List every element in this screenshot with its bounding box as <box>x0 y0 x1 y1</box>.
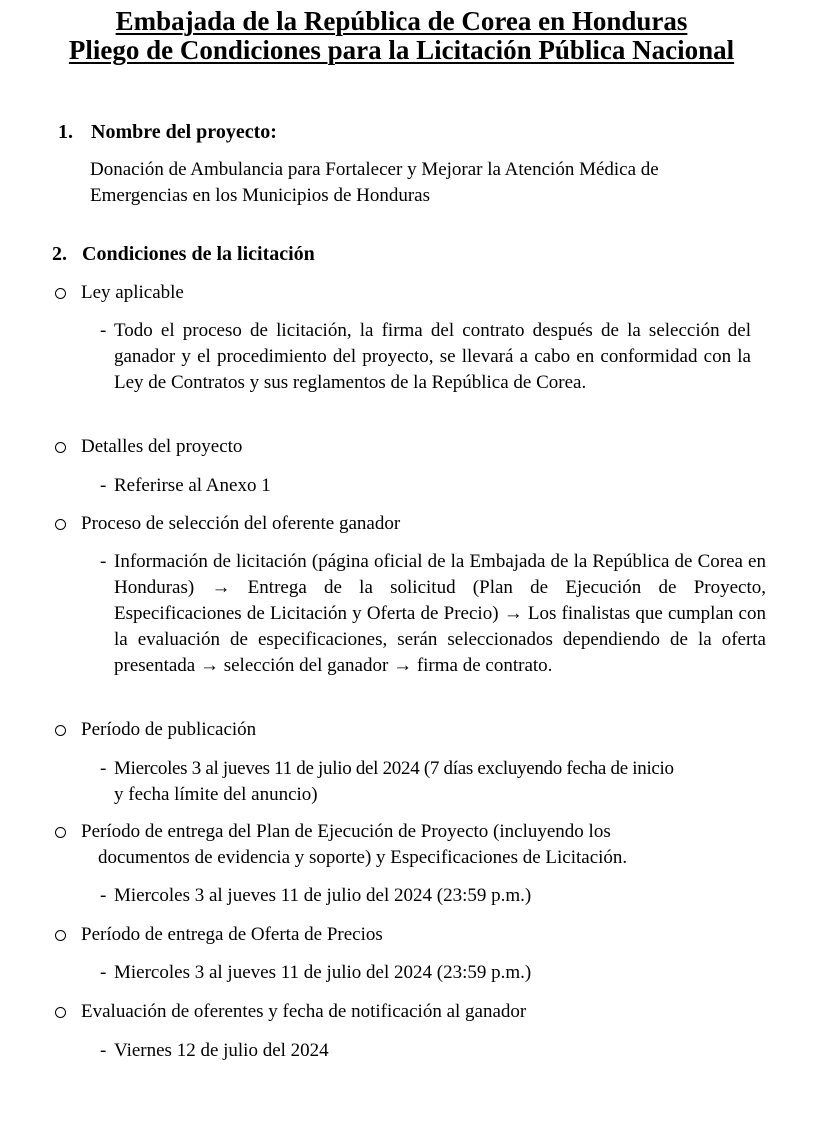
item-detail <box>100 1038 751 1064</box>
section-2-heading <box>52 242 315 266</box>
section-number: 2. <box>52 243 67 265</box>
item-detail <box>100 756 770 808</box>
detail-text-line-1: Miercoles 3 al jueves 11 de julio del 2024 (7 días excluyendo fecha de inicio <box>114 758 674 779</box>
circle-bullet-icon <box>55 725 66 736</box>
item-detail <box>100 318 751 428</box>
circle-bullet-icon <box>55 827 66 838</box>
item-label: Período de publicación <box>81 719 257 740</box>
item-label-line-1: Período de entrega del Plan de Ejecución de Proyecto (incluyendo los <box>81 821 611 842</box>
detail-text: Miercoles 3 al jueves 11 de julio del 2024 (23:59 p.m.) <box>114 962 532 983</box>
section-title: Condiciones de la licitación <box>82 243 315 265</box>
item-label-line-2: documentos de evidencia y soporte) y Especificaciones de Licitación. <box>98 847 628 868</box>
dash-bullet: - <box>100 551 107 572</box>
section-title: Nombre del proyecto: <box>91 121 277 143</box>
detail-text: Referirse al Anexo 1 <box>114 475 271 496</box>
item-label: Período de entrega de Oferta de Precios <box>81 924 383 945</box>
item-detail <box>100 549 766 709</box>
dash-bullet: - <box>100 320 107 341</box>
item-label: Evaluación de oferentes y fecha de notificación al ganador <box>81 1001 527 1022</box>
circle-bullet-icon <box>55 1007 66 1018</box>
dash-bullet: - <box>100 475 107 496</box>
document-subtitle: Pliego de Condiciones para la Licitación Pública Nacional <box>68 35 735 65</box>
project-name-line-1: Donación de Ambulancia para Fortalecer y Mejorar la Atención Médica de <box>90 159 659 180</box>
section-1-heading <box>58 120 277 144</box>
dash-bullet: - <box>100 962 107 983</box>
item-detail <box>100 883 751 909</box>
circle-bullet-icon <box>55 288 66 299</box>
circle-bullet-icon <box>55 930 66 941</box>
item-label: Ley aplicable <box>81 282 184 303</box>
dash-bullet: - <box>100 885 107 906</box>
section-number: 1. <box>58 121 73 143</box>
detail-text-line-2: y fecha límite del anuncio) <box>114 784 318 805</box>
dash-bullet: - <box>100 1040 107 1061</box>
detail-text: Viernes 12 de julio del 2024 <box>114 1040 329 1061</box>
item-detail <box>100 473 751 499</box>
circle-bullet-icon <box>55 442 66 453</box>
dash-bullet: - <box>100 758 107 779</box>
detail-text: Información de licitación (página oficial de la Embajada de la República de Corea en Honduras) → Entrega de la solicitud (Plan de Ejecución de Proyecto, Especificaciones de Licitación y Oferta de Precio) → Los finalistas que cumplan con la evaluación de especificaciones, serán seleccionados dependiendo de la oferta presentada → selección del ganador → firma de contrato. <box>114 551 766 676</box>
item-detail <box>100 960 751 986</box>
item-label: Proceso de selección del oferente ganador <box>81 513 401 534</box>
circle-bullet-icon <box>55 519 66 530</box>
project-name-line-2: Emergencias en los Municipios de Honduras <box>90 185 430 206</box>
detail-text: Todo el proceso de licitación, la firma del contrato después de la selección del ganador y el procedimiento del proyecto, se llevará a cabo en conformidad con la Ley de Contratos y sus reglamentos de la República de Corea. <box>114 320 751 393</box>
document-title: Embajada de la República de Corea en Honduras <box>115 6 688 36</box>
item-label: Detalles del proyecto <box>81 436 243 457</box>
detail-text: Miercoles 3 al jueves 11 de julio del 2024 (23:59 p.m.) <box>114 885 532 906</box>
